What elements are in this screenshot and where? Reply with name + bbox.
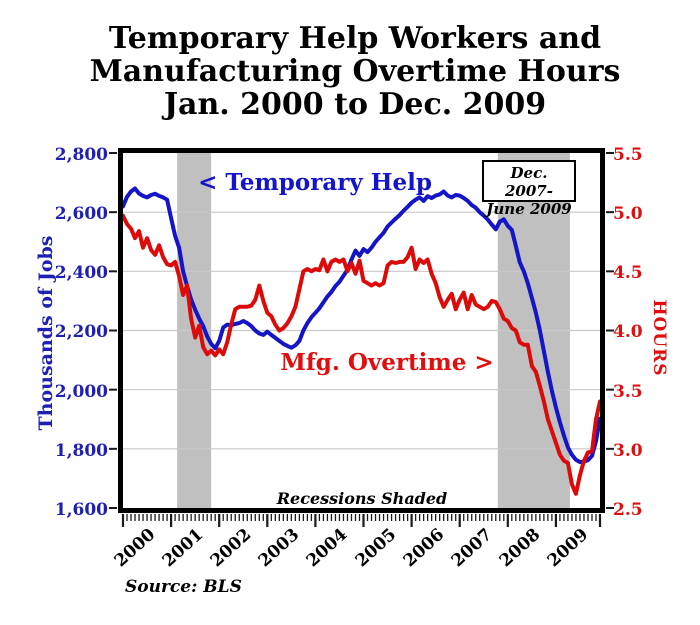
- left-axis-tick-label: 1,600: [54, 500, 108, 520]
- chart-title-line-2: Manufacturing Overtime Hours: [89, 54, 621, 89]
- x-axis-year-label: 2002: [206, 524, 256, 572]
- chart-title-line-3: Jan. 2000 to Dec. 2009: [163, 87, 547, 122]
- right-axis-tick-label: 4.5: [613, 263, 643, 283]
- x-axis-year-label: 2004: [302, 524, 352, 572]
- right-axis-tick-label: 2.5: [613, 500, 643, 520]
- right-axis-title: HOURS: [649, 299, 669, 377]
- right-axis-tick-label: 5.0: [613, 204, 643, 224]
- left-axis-tick-label: 2,200: [54, 322, 108, 342]
- right-axis-tick-label: 5.5: [613, 145, 643, 165]
- right-axis-tick-label: 3.5: [613, 382, 643, 402]
- recession-dates-callout: [482, 160, 576, 218]
- left-axis-tick-label: 1,800: [54, 441, 108, 461]
- x-axis-year-label: 2009: [543, 524, 593, 572]
- x-axis-year-label: 2006: [399, 524, 449, 572]
- x-axis-year-label: 2000: [110, 524, 160, 572]
- x-axis-year-label: 2008: [495, 524, 545, 572]
- recessions-shaded-note: Recessions Shaded: [276, 489, 448, 508]
- right-axis-tick-label: 3.0: [613, 441, 643, 461]
- recession-dates-line-1: Dec. 2007-: [505, 164, 553, 200]
- left-axis-title: Thousands of Jobs: [35, 235, 57, 431]
- x-axis-year-label: 2003: [254, 524, 304, 572]
- x-axis-year-label: 2005: [351, 524, 401, 572]
- chart-title-line-1: Temporary Help Workers and: [108, 21, 602, 56]
- left-axis-tick-label: 2,000: [54, 382, 108, 402]
- left-axis-tick-label: 2,400: [54, 263, 108, 283]
- right-axis-tick-label: 4.0: [613, 322, 643, 342]
- temporary-help-series-label: < Temporary Help: [198, 169, 432, 196]
- left-axis-tick-label: 2,800: [54, 145, 108, 165]
- x-axis-year-label: 2001: [158, 524, 208, 572]
- left-axis-tick-label: 2,600: [54, 204, 108, 224]
- x-axis-year-label: 2007: [447, 524, 497, 572]
- recession-dates-line-2: June 2009: [486, 200, 572, 218]
- mfg-overtime-series-label: Mfg. Overtime >: [280, 349, 494, 376]
- source-note: Source: BLS: [125, 577, 242, 597]
